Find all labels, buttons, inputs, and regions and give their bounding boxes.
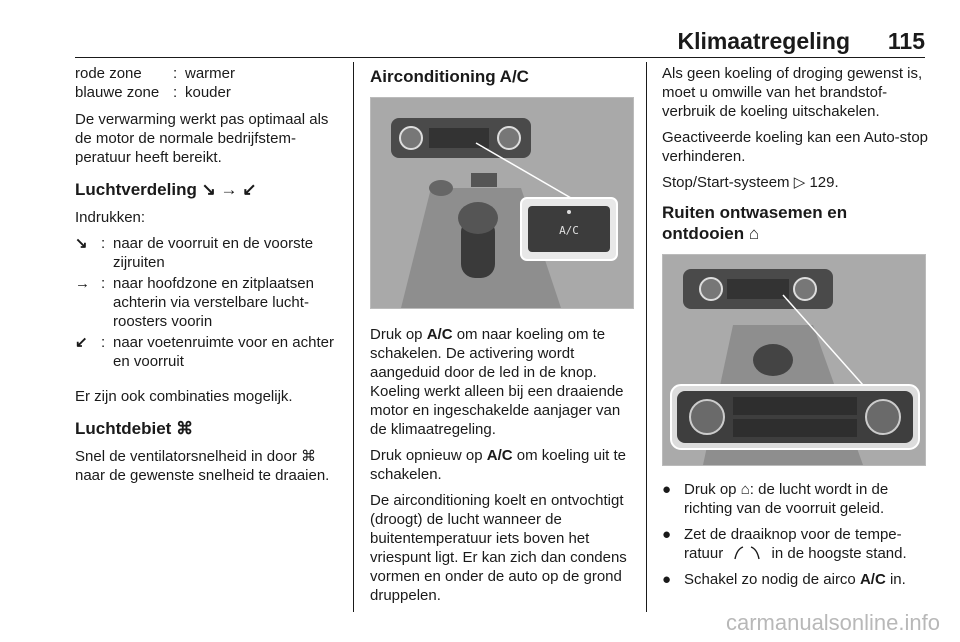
column-divider-1 [353,62,354,612]
zone-term-blue: blauwe zone [75,84,160,101]
column-3 [662,64,928,596]
bullet-icon: ● [662,481,672,498]
fan-icon-inline: ⌘ [301,448,316,465]
defrost-step-2: ● Zet de draaiknop voor de temperatuur in de hoogste stand. [662,526,907,562]
console-photo [370,97,634,309]
mode-list: ↘ : naar de voorruit en de voorste zijruiten → : naar hoofdzone en zitplaatsen achterin via verstelbare luchtroosters voorin ↙ : naar voetenruimte voor en achter en voorruit [75,234,345,373]
press-label: Indrukken: [75,209,146,226]
cooling-paragraph-1: Als geen koeling of droging gewenst is, moet u omwille van het brandstofverbruik de koeling uitschakelen. [662,65,923,120]
column-divider-2 [646,62,647,612]
ac-paragraph-3: De airconditioning koelt en ontvochtigt (droogt) de lucht wanneer de buitentemperatuur iets boven het vriespunt ligt. Er kan zich dan condens vormen en onder de auto op de grond druppelen. [370,492,627,604]
climate-panel-illustration [663,255,925,465]
ac-keyword: A/C [486,447,513,464]
defrost-icon-inline: ⌂ [740,481,750,498]
mode-desc-windscreen: naar de voorruit en de voorste zijruiten [113,235,314,271]
ac-keyword: A/C [859,571,886,588]
column-2 [370,64,636,612]
mode-desc-head-zone: naar hoofdzone en zitplaatsen achterin via verstelbare luchtroosters voorin [113,275,314,330]
ac-keyword: A/C [426,326,453,343]
climate-panel-photo [662,254,926,466]
fan-icon: ⌘ [176,419,194,438]
page-number: 115 [887,28,925,54]
defrost-step-1: ● Druk op ⌂: de lucht wordt in de richting van de voorruit geleid. [662,481,889,517]
column-1 [75,64,345,492]
ac-paragraph-2: Druk opnieuw op A/C om koeling uit te schakelen. [370,447,626,483]
distribution-heading: Luchtverdeling ↘ → ↙ [75,180,257,199]
head-zone-icon: → [75,275,90,292]
page-reference-icon: ▷ [793,174,806,191]
fan-heading: Luchtdebiet ⌘ [75,419,194,438]
defrost-icon: ⌂ [748,224,760,243]
console-illustration [371,98,633,308]
windscreen-icon: ↘ [75,235,88,252]
fan-paragraph: Snel de ventilatorsnelheid in door ⌘ naar de gewenste snelheid te draaien. [75,448,330,484]
bullet-icon: ● [662,526,672,543]
zone-term-red: rode zone [75,65,142,82]
bullet-icon: ● [662,571,672,588]
mode-desc-footwell: naar voetenruimte voor en achter en voorruit [113,334,334,370]
page-header-title: Klimaatregeling [677,28,850,54]
zone-desc-red: warmer [185,65,236,82]
watermark: carmanualsonline.info [725,610,940,635]
ac-button-label: A/C [559,224,579,237]
zone-desc-blue: kouder [185,84,231,101]
footwell-icon: ↙ [75,334,88,351]
stop-start-reference: Stop/Start-systeem ▷ 129. [662,174,839,191]
temperature-arc-icon [727,546,767,560]
zone-list: rode zone : warmer blauwe zone : kouder [75,64,345,102]
header-rule [75,57,925,58]
intro-paragraph: De verwarming werkt pas optimaal als de motor de normale bedrijfstemperatuur heeft bereikt. [75,111,329,166]
distribution-icons: ↘ → ↙ [201,180,257,199]
defrost-step-3: ● Schakel zo nodig de airco A/C in. [662,571,906,588]
cooling-paragraph-2: Geactiveerde koeling kan een Auto-stop verhinderen. [662,129,929,165]
combinations-text: Er zijn ook combinaties mogelijk. [75,388,293,405]
ac-paragraph-1: Druk op A/C om naar koeling om te schakelen. De activering wordt aangeduid door de led in de knop. Koeling werkt alleen bij een draaiende motor en ingeschakelde aanjager van de klimaatregeling. [370,326,624,438]
defrost-heading: Ruiten ontwasemen en ontdooien ⌂ [662,203,848,243]
ac-heading: Airconditioning A/C [370,67,529,86]
